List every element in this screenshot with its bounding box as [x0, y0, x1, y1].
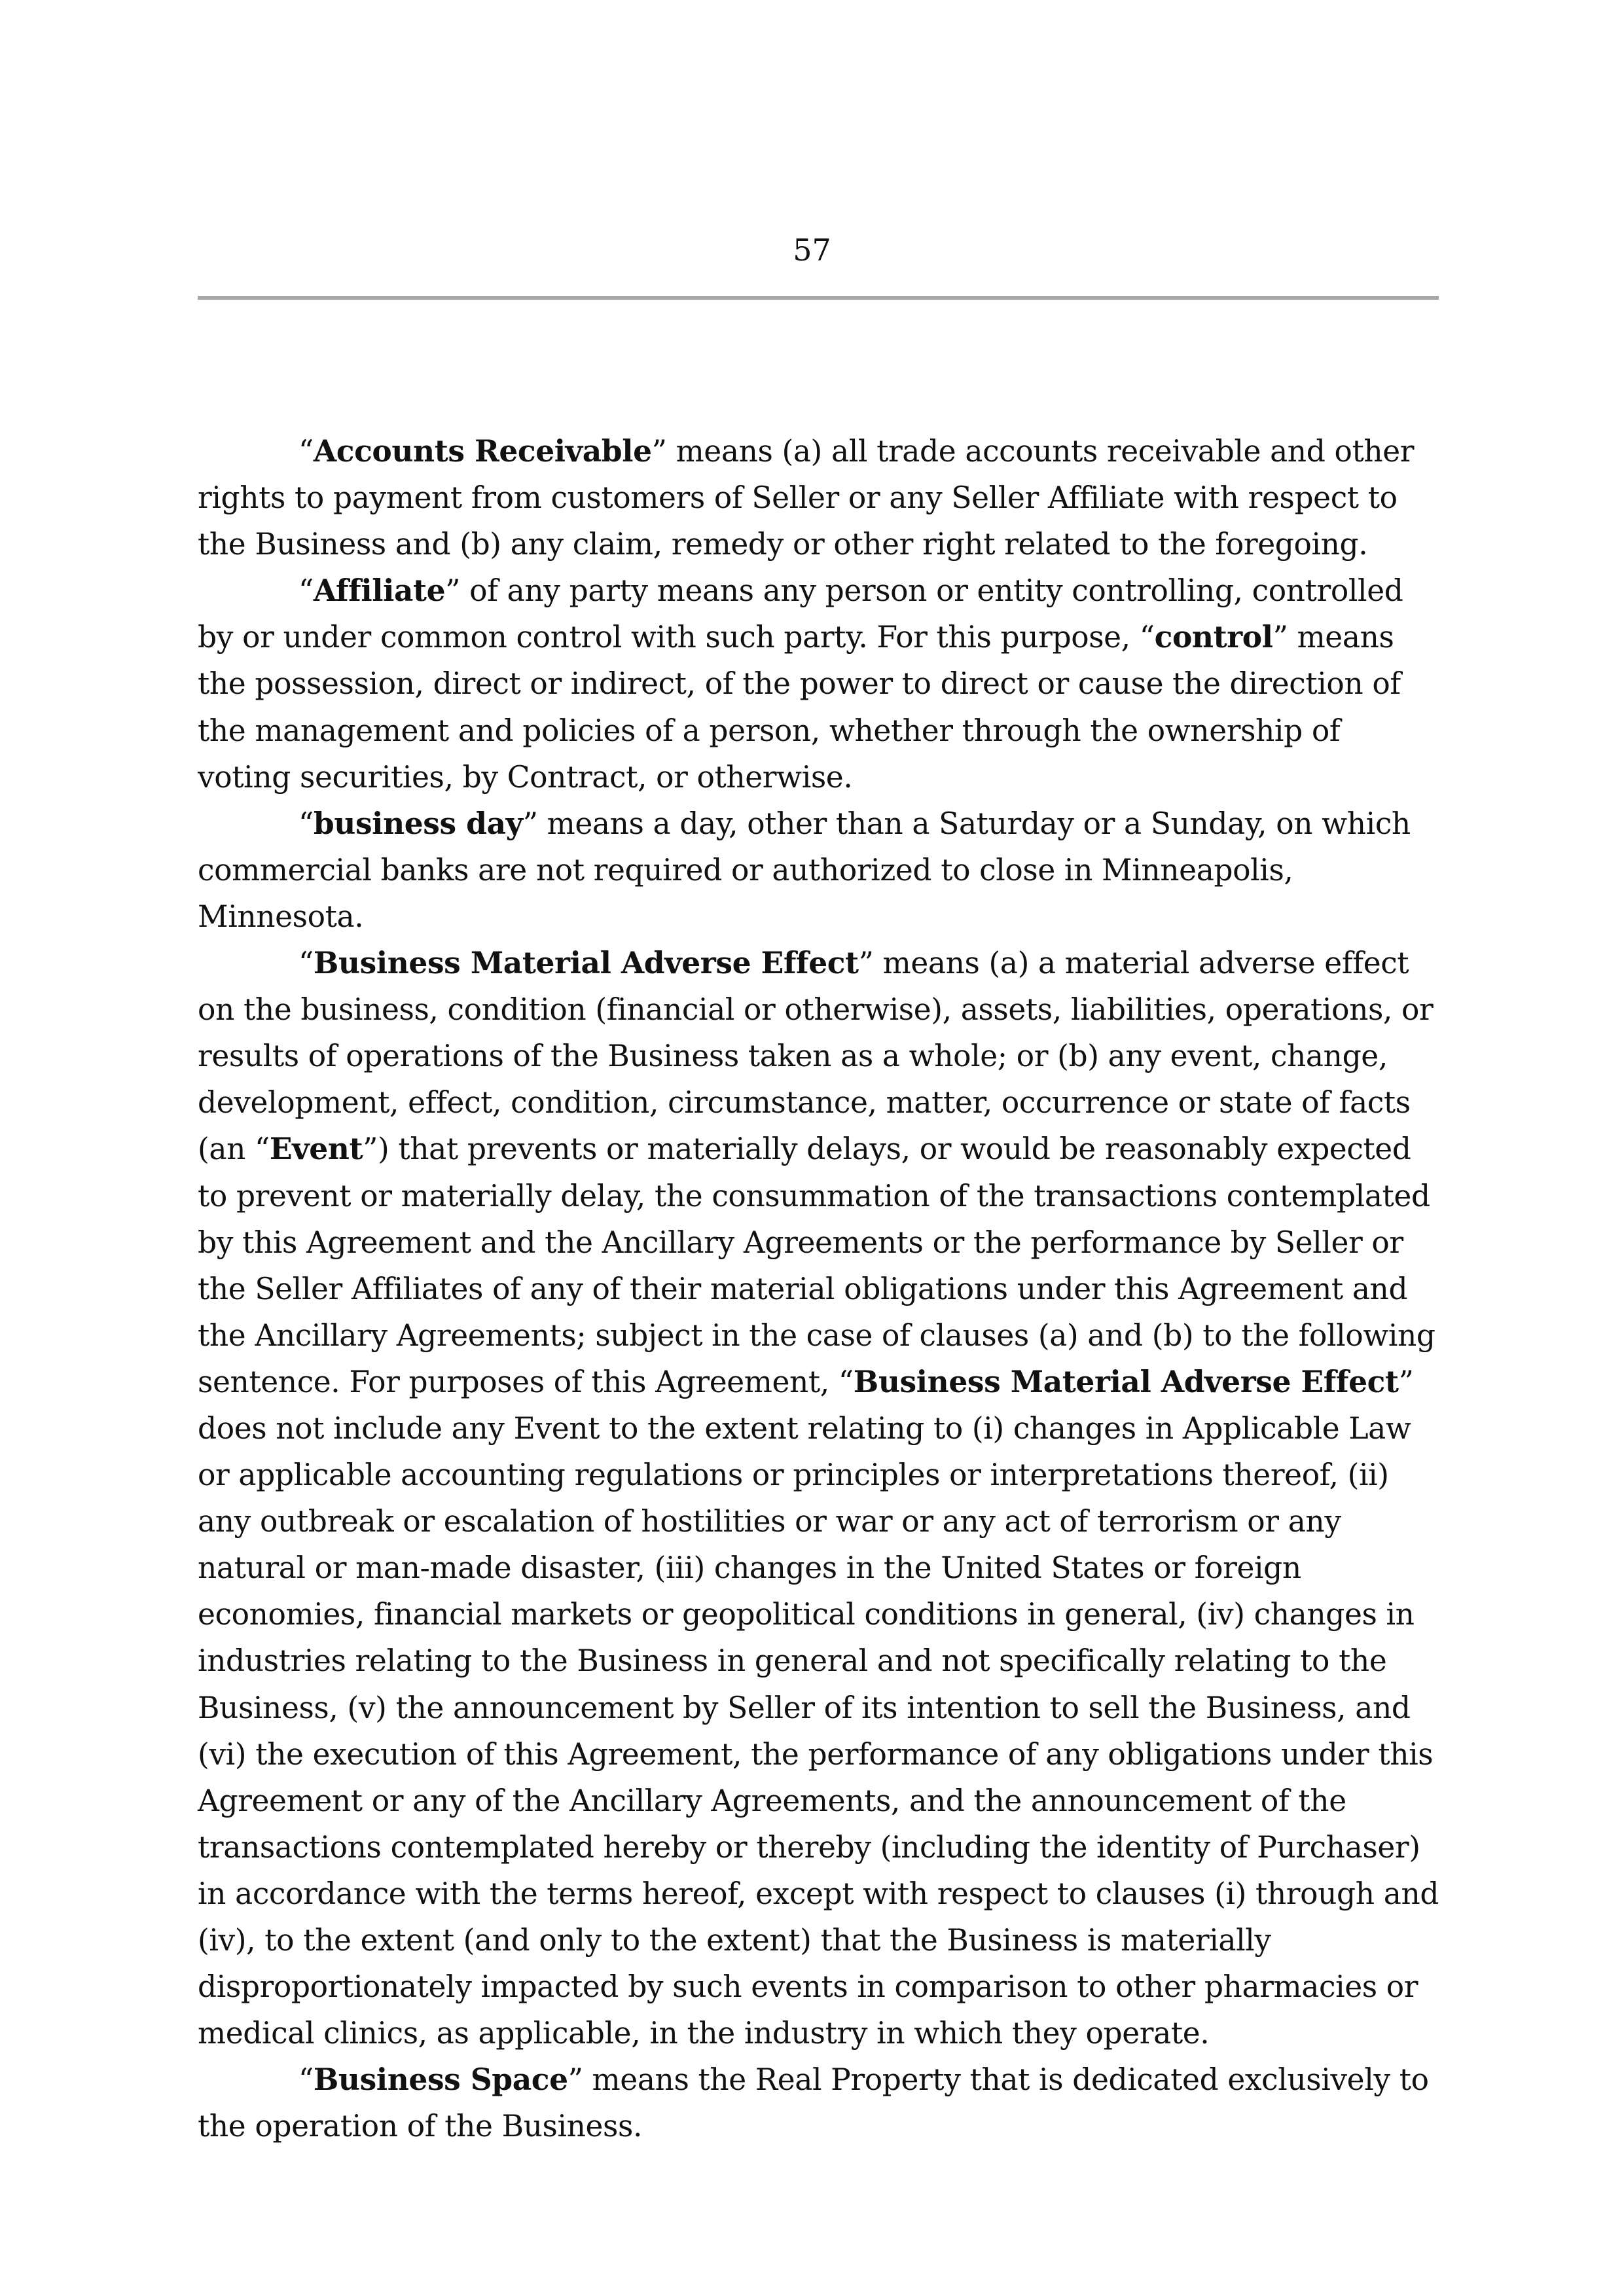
- document-body: [198, 428, 1441, 2149]
- definition-text: ” means (a) a material adverse effect on the business, condition (financial or otherwise), assets, liabilities, operations, or results of operations of the Business taken as a whole; or (b) any event, change, development, effect, condition, circumstance, matter, occurrence or state of facts (an “: [198, 946, 1434, 1167]
- definition-text: ” of any party means any person or entity controlling, controlled by or under common control with such party. For this purpose, “: [198, 573, 1403, 655]
- defined-term: control: [1154, 619, 1273, 655]
- header-rule: [198, 296, 1439, 300]
- defined-term: Business Material Adverse Effect: [313, 945, 859, 981]
- definition-business-material-adverse-effect: “Business Material Adverse Effect” means (a) a material adverse effect on the business, condition (financial or otherwise), assets, liabilities, operations, or results of operations of the Business taken as a whole; or (b) any event, change, development, effect, condition, circumstance, matter, occurrence or state of facts (an “Event”) that prevents or materially delays, or would be reasonably expected to prevent or materially delay, the consummation of the transactions contemplated by this Agreement and the Ancillary Agreements or the performance by Seller or the Seller Affiliates of any of their material obligations under this Agreement and the Ancillary Agreements; subject in the case of clauses (a) and (b) to the following sentence. For purposes of this Agreement, “Business Material Adverse Effect” does not include any Event to the extent relating to (i) changes in Applicable Law or applicable accounting regulations or principles or interpretations thereof, (ii) any outbreak or escalation of hostilities or war or any act of terrorism or any natural or man-made disaster, (iii) changes in the United States or foreign economies, financial markets or geopolitical conditions in general, (iv) changes in industries relating to the Business in general and not specifically relating to the Business, (v) the announcement by Seller of its intention to sell the Business, and (vi) the execution of this Agreement, the performance of any obligations under this Agreement or any of the Ancillary Agreements, and the announcement of the transactions contemplated hereby or thereby (including the identity of Purchaser) in accordance with the terms hereof, except with respect to clauses (i) through and (iv), to the extent (and only to the extent) that the Business is materially disproportionately impacted by such events in comparison to other pharmacies or medical clinics, as applicable, in the industry in which they operate.: [198, 945, 1439, 2051]
- defined-term: Business Space: [313, 2062, 568, 2098]
- definition-text: ” means the Real Property that is dedicated exclusively to the operation of the Business.: [198, 2062, 1429, 2144]
- definition-affiliate: “Affiliate” of any party means any person or entity controlling, controlled by or under common control with such party. For this purpose, “control” means the possession, direct or indirect, of the power to direct or cause the direction of the management and policies of a person, whether through the ownership of voting securities, by Contract, or otherwise.: [198, 573, 1403, 795]
- defined-term: Business Material Adverse Effect: [853, 1363, 1399, 1399]
- defined-term: business day: [313, 805, 523, 841]
- definition-text: ”) that prevents or materially delays, or would be reasonably expected to prevent or materially delay, the consummation of the transactions contemplated by this Agreement and the Ancillary Agreements or the performance by Seller or the Seller Affiliates of any of their material obligations under this Agreement and the Ancillary Agreements; subject in the case of clauses (a) and (b) to the following sentence. For purposes of this Agreement, “: [198, 1132, 1435, 1399]
- defined-term: Event: [269, 1131, 363, 1167]
- definition-text: ” means a day, other than a Saturday or a Sunday, on which commercial banks are not required or authorized to close in Minneapolis, Minnesota.: [198, 806, 1411, 934]
- definition-text: ” means the possession, direct or indirect, of the power to direct or cause the direction of the management and policies of a person, whether through the ownership of voting securities, by Contract, or otherwise.: [198, 620, 1401, 795]
- page-number: 57: [793, 232, 831, 268]
- definition-business-space: “Business Space” means the Real Property that is dedicated exclusively to the operation of the Business.: [198, 2062, 1429, 2144]
- defined-term: Affiliate: [313, 573, 446, 609]
- definition-text: ” means (a) all trade accounts receivable and other rights to payment from customers of Seller or any Seller Affiliate with respect to the Business and (b) any claim, remedy or other right related to the foregoing.: [198, 434, 1415, 562]
- definition-business-day: “business day” means a day, other than a Saturday or a Sunday, on which commercial banks are not required or authorized to close in Minneapolis, Minnesota.: [198, 805, 1411, 934]
- definition-text: ” does not include any Event to the extent relating to (i) changes in Applicable Law or applicable accounting regulations or principles or interpretations thereof, (ii) any outbreak or escalation of hostilities or war or any act of terrorism or any natural or man-made disaster, (iii) changes in the United States or foreign economies, financial markets or geopolitical conditions in general, (iv) changes in industries relating to the Business in general and not specifically relating to the Business, (v) the announcement by Seller of its intention to sell the Business, and (vi) the execution of this Agreement, the performance of any obligations under this Agreement or any of the Ancillary Agreements, and the announcement of the transactions contemplated hereby or thereby (including the identity of Purchaser) in accordance with the terms hereof, except with respect to clauses (i) through and (iv), to the extent (and only to the extent) that the Business is materially disproportionately impacted by such events in comparison to other pharmacies or medical clinics, as applicable, in the industry in which they operate.: [198, 1364, 1439, 2051]
- definition-accounts-receivable: “Accounts Receivable” means (a) all trade accounts receivable and other rights to payment from customers of Seller or any Seller Affiliate with respect to the Business and (b) any claim, remedy or other right related to the foregoing.: [198, 433, 1415, 562]
- defined-term: Accounts Receivable: [313, 433, 652, 469]
